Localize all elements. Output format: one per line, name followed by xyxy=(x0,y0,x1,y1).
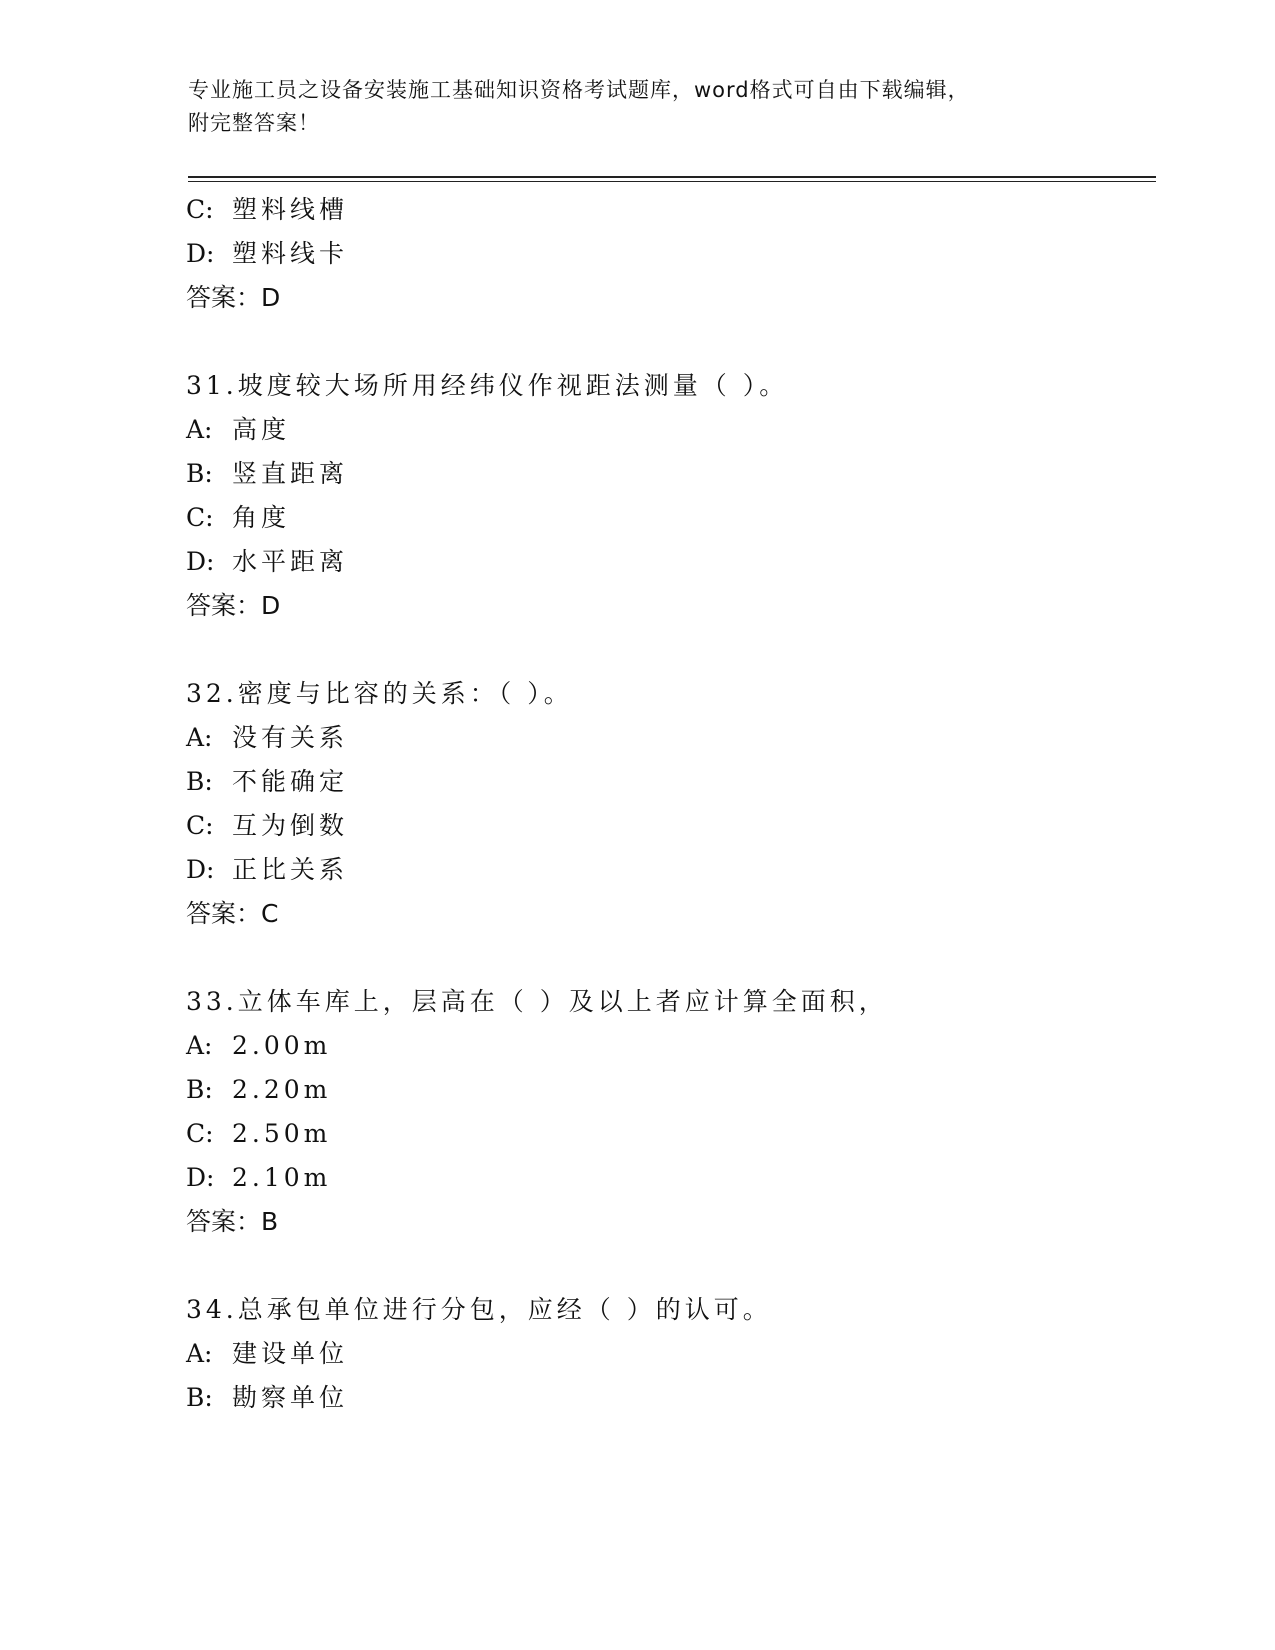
option-label: A: xyxy=(186,723,213,752)
question-line: 32.密度与比容的关系：（ ）。 xyxy=(186,679,573,708)
option-line xyxy=(186,234,348,274)
answer-line: 答案：D xyxy=(186,283,281,312)
option-label: B: xyxy=(186,767,213,796)
question-line: 31.坡度较大场所用经纬仪作视距法测量（ ）。 xyxy=(186,371,789,400)
option-label: C: xyxy=(186,811,214,840)
option-label: B: xyxy=(186,1383,213,1412)
option-line xyxy=(186,850,348,890)
option-text: 高度 xyxy=(232,415,291,444)
option-text: 不能确定 xyxy=(232,767,349,796)
option-line xyxy=(186,542,348,582)
option-text: 互为倒数 xyxy=(232,811,349,840)
option-line xyxy=(186,1026,331,1066)
option-text: 2.00m xyxy=(232,1031,332,1060)
option-line xyxy=(186,1158,331,1198)
option-text: 2.20m xyxy=(232,1075,332,1104)
option-line xyxy=(186,454,348,494)
option-line xyxy=(186,1334,348,1374)
option-text: 水平距离 xyxy=(232,547,349,576)
option-text: 竖直距离 xyxy=(232,459,349,488)
option-line xyxy=(186,190,348,230)
option-label: A: xyxy=(186,415,213,444)
option-line xyxy=(186,1114,331,1154)
option-text: 塑料线槽 xyxy=(232,195,349,224)
option-text: 2.10m xyxy=(232,1163,332,1192)
question-line: 33.立体车库上，层高在（ ）及以上者应计算全面积， xyxy=(186,987,888,1016)
option-text: 正比关系 xyxy=(232,855,349,884)
option-label: D: xyxy=(186,855,215,884)
option-text: 2.50m xyxy=(232,1119,332,1148)
option-line xyxy=(186,718,348,758)
header-divider-thick xyxy=(188,176,1156,178)
header-line-2: 附完整答案！ xyxy=(188,111,320,135)
option-line xyxy=(186,1378,348,1418)
answer-line: 答案：D xyxy=(186,591,281,620)
option-label: A: xyxy=(186,1031,213,1060)
header-divider-thin xyxy=(188,181,1156,182)
option-line xyxy=(186,1070,331,1110)
document-header xyxy=(188,74,1068,140)
option-line xyxy=(186,498,290,538)
option-label: D: xyxy=(186,547,215,576)
option-label: C: xyxy=(186,1119,214,1148)
option-label: C: xyxy=(186,503,214,532)
option-line xyxy=(186,762,348,802)
option-label: B: xyxy=(186,1075,213,1104)
option-text: 角度 xyxy=(232,503,291,532)
option-text: 建设单位 xyxy=(232,1339,349,1368)
option-line xyxy=(186,806,348,846)
question-line: 34.总承包单位进行分包，应经（ ）的认可。 xyxy=(186,1295,772,1324)
option-line xyxy=(186,410,290,450)
option-label: A: xyxy=(186,1339,213,1368)
option-label: C: xyxy=(186,195,214,224)
answer-line: 答案：B xyxy=(186,1207,279,1236)
option-text: 勘察单位 xyxy=(232,1383,349,1412)
option-label: B: xyxy=(186,459,213,488)
option-text: 塑料线卡 xyxy=(232,239,349,268)
answer-line: 答案：C xyxy=(186,899,279,928)
option-label: D: xyxy=(186,1163,215,1192)
option-text: 没有关系 xyxy=(232,723,349,752)
option-label: D: xyxy=(186,239,215,268)
header-line-1: 专业施工员之设备安装施工基础知识资格考试题库，word格式可自由下载编辑， xyxy=(188,78,970,102)
